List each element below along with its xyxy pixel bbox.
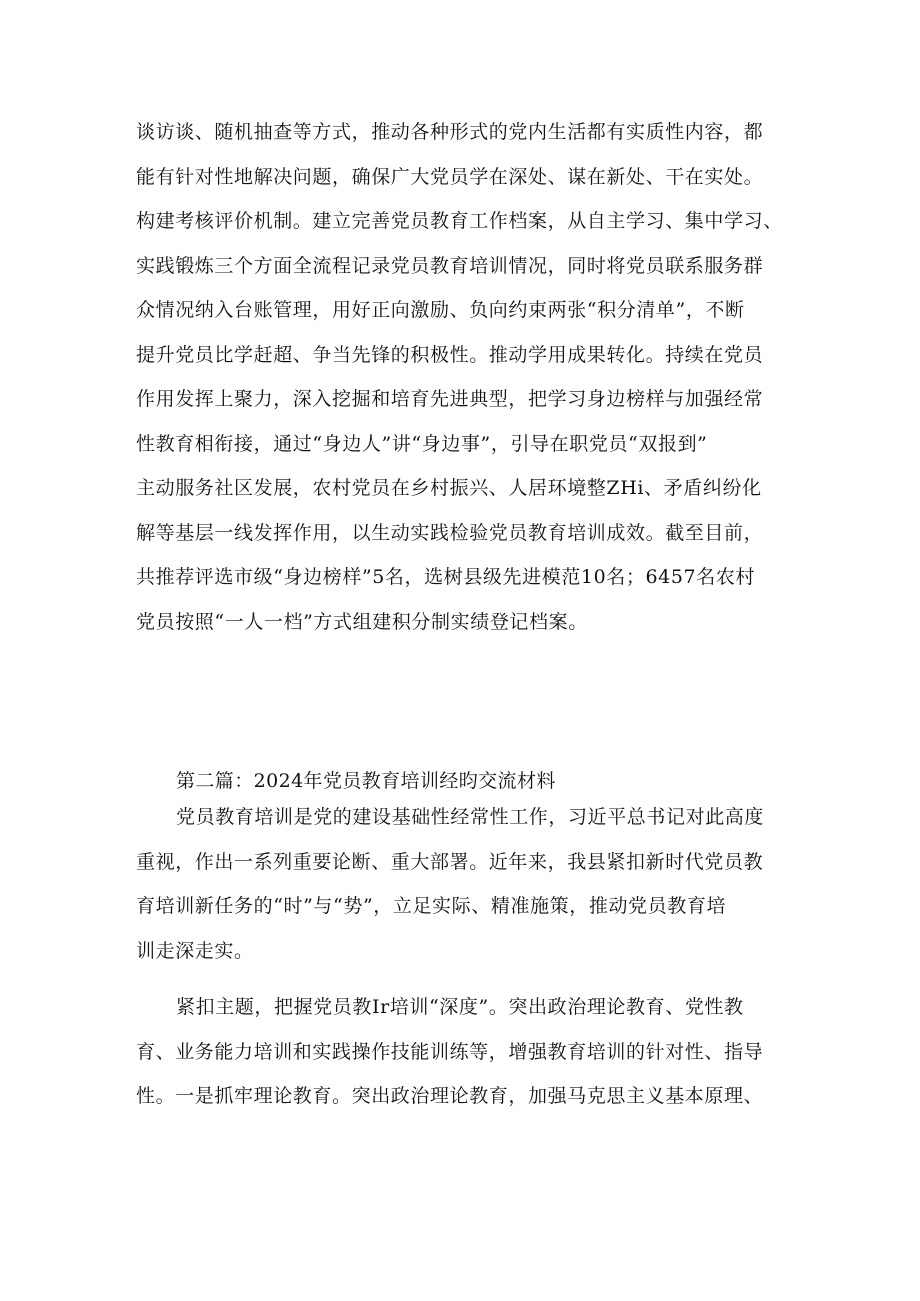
text-line: 谈访谈、随机抽查等方式，推动各种形式的党内生活都有实质性内容，都 xyxy=(136,121,764,143)
text-line: 性教育相衔接，通过“身边人”讲“身边事”，引导在职党员“双报到” xyxy=(136,432,708,455)
continuation-paragraph xyxy=(136,110,792,644)
text-line: 育培训新任务的“时”与“势”，立足实际、精准施策，推动党员教育培 xyxy=(136,895,727,917)
text-line: 能有针对性地解决问题，确保广大党员学在深处、谋在新处、干在实处。 xyxy=(136,165,764,188)
text-line: 众情况纳入台账管理，用好正向激励、负向约束两张“积分清单”，不断 xyxy=(136,299,745,321)
text-line: 训走深走实。 xyxy=(136,939,254,962)
text-line: 共推荐评选市级“身边榜样”5名，选树县级先进模范10名；6457名农村 xyxy=(136,566,756,588)
text-line: 作用发挥上聚力，深入挖掘和培育先进典型，把学习身边榜样与加强经常 xyxy=(136,388,764,410)
section-title: 第二篇：2024年党员教育培训经昀交流材料 xyxy=(176,770,556,792)
theme-paragraph xyxy=(136,985,792,1119)
text-line: 育、业务能力培训和实践操作技能训练等，增强教育培训的针对性、指导 xyxy=(136,1040,764,1063)
text-line: 党员教育培训是党的建设基础性经常性工作，习近平总书记对此高度 xyxy=(176,806,765,828)
text-line: 构建考核评价机制。建立完善党员教育工作档案，从自主学习、集中学习、 xyxy=(136,210,783,232)
text-line: 党员按照“一人一档”方式组建积分制实绩登记档案。 xyxy=(136,610,588,633)
text-line: 主动服务社区发展，农村党员在乡村振兴、人居环境整ZHi、矛盾纠纷化 xyxy=(136,477,762,499)
text-line: 性。一是抓牢理论教育。突出政治理论教育，加强马克思主义基本原理、 xyxy=(136,1085,764,1107)
text-line: 紧扣主题，把握党员教Ir培训“深度”。突出政治理论教育、党性教 xyxy=(176,996,744,1018)
text-line: 提升党员比学赶超、争当先锋的积极性。推动学用成果转化。持续在党员 xyxy=(136,343,764,366)
intro-paragraph xyxy=(136,795,792,973)
text-line: 实践锻炼三个方面全流程记录党员教育培训情况，同时将党员联系服务群 xyxy=(136,254,764,277)
text-line: 解等基层一线发挥作用，以生动实践检验党员教育培训成效。截至目前， xyxy=(136,521,764,544)
text-line: 重视，作出一系列重要论断、重大部署。近年来，我县紧扣新时代党员教 xyxy=(136,850,764,873)
